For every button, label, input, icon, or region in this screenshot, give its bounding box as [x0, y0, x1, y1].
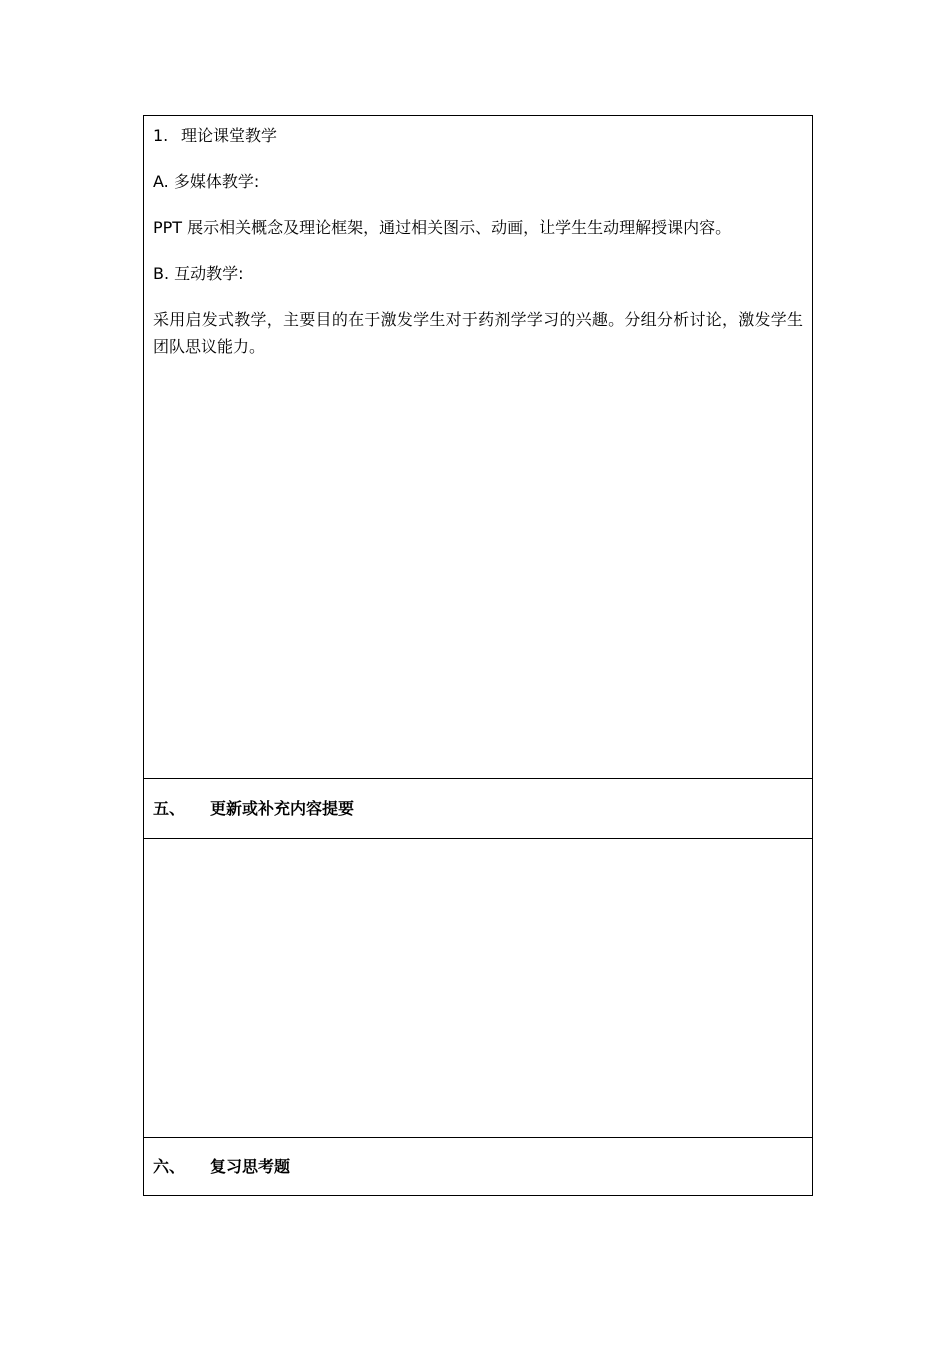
section-six-title: 复习思考题 — [210, 1156, 291, 1176]
section-five-content-cell — [144, 838, 812, 1137]
section-five-number: 五、 — [153, 798, 186, 818]
list-item-classroom-teaching — [153, 122, 803, 149]
section-six-number: 六、 — [153, 1156, 186, 1176]
list-item-number: 1. — [153, 126, 169, 145]
syllabus-table — [143, 115, 813, 1196]
multimedia-heading: A. 多媒体教学: — [153, 172, 260, 191]
interactive-description: 采用启发式教学，主要目的在于激发学生对于药剂学学习的兴趣。分组分析讨论，激发学生团队思议能力。 — [153, 310, 803, 356]
section-five-title: 更新或补充内容提要 — [210, 798, 355, 818]
section-five-heading — [153, 798, 354, 820]
multimedia-description: PPT 展示相关概念及理论框架，通过相关图示、动画，让学生生动理解授课内容。 — [153, 218, 732, 237]
section-five-heading-cell — [144, 778, 812, 838]
teaching-methods-cell — [144, 116, 812, 778]
list-item-title: 理论课堂教学 — [181, 126, 278, 145]
section-six-heading — [153, 1156, 290, 1178]
section-six-heading-cell — [144, 1137, 812, 1195]
interactive-heading: B. 互动教学: — [153, 264, 244, 283]
